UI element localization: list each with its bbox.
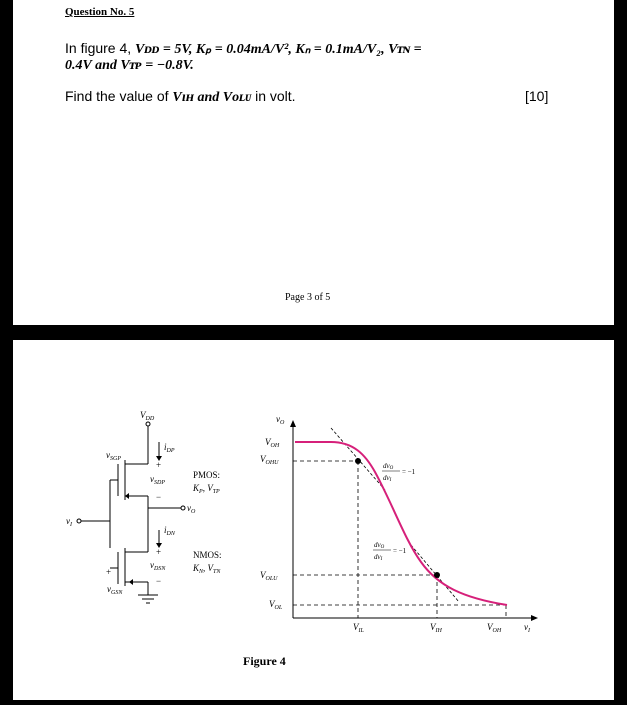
vohu-label: $V_{OHU}$ xyxy=(260,454,279,466)
slope-bottom-value: = −1 xyxy=(393,547,407,555)
vi-label: $v_I$ xyxy=(66,516,72,528)
idn-label: $i_{DN}$ xyxy=(164,525,175,537)
y-axis-label: $v_O$ xyxy=(276,414,285,426)
vgsn-plus-sign: + xyxy=(106,567,112,577)
slope-top-num: dvO xyxy=(383,462,394,471)
marks-label: [10] xyxy=(525,88,549,104)
prompt-variables: Vɪʜ and Vᴏʟᴜ xyxy=(172,90,252,105)
idp-label: $i_{DP}$ xyxy=(164,442,175,454)
x-axis-arrow xyxy=(531,615,538,621)
vih-tick-label: $V_{IH}$ xyxy=(430,622,442,634)
slope-annotation-bottom xyxy=(373,541,407,562)
slope-bottom-num: dvO xyxy=(374,541,385,550)
x-axis-label: $v_I$ xyxy=(524,622,530,634)
guide-lines xyxy=(293,461,506,618)
vil-point xyxy=(355,458,361,464)
figure-caption: Figure 4 xyxy=(243,654,286,668)
vtc-curve xyxy=(295,442,507,605)
vdsn-plus-sign: + xyxy=(156,547,162,557)
pmos-params: $K_P$, $V_{TP}$ xyxy=(193,483,220,495)
vi-terminal xyxy=(77,519,81,523)
problem-statement-line-1 xyxy=(65,40,422,58)
vsdp-plus-sign: + xyxy=(156,460,162,470)
slope-top-value: = −1 xyxy=(402,468,416,476)
page-number: Page 3 of 5 xyxy=(285,292,331,303)
slope-top-den: dvI xyxy=(383,474,392,483)
problem-statement-line-2: 0.4V and Vᴛᴘ = −0.8V. xyxy=(65,58,194,73)
vil-tick-label: $V_{IL}$ xyxy=(353,622,364,634)
document-page-4 xyxy=(13,340,614,700)
figure-4 xyxy=(13,340,614,700)
problem-intro: In figure 4, xyxy=(65,40,136,56)
slope-bottom-den: dvI xyxy=(374,553,383,562)
vdsn-label: $v_{DSN}$ xyxy=(150,560,166,572)
vgsn-label: $v_{GSN}$ xyxy=(107,584,123,596)
voh-label: $V_{OH}$ xyxy=(265,437,280,449)
prompt-suffix: in volt. xyxy=(251,88,296,104)
vdsn-minus-sign: − xyxy=(156,576,162,586)
y-axis-arrow xyxy=(290,420,296,427)
vo-terminal xyxy=(181,506,185,510)
nmos-params: $K_N$, $V_{TN}$ xyxy=(193,563,221,575)
nmos-label: NMOS: xyxy=(193,550,222,560)
prompt-prefix: Find the value of xyxy=(65,88,173,104)
voh-tick-label: $V_{OH}$ xyxy=(487,622,502,634)
document-page-3 xyxy=(13,0,614,325)
slope-annotation-top xyxy=(382,462,416,483)
problem-parameters: Vᴅᴅ = 5V, Kₚ = 0.04mA/V², Kₙ = 0.1mA/V₂, Vᴛɴ = xyxy=(135,42,422,57)
volu-label: $V_{OLU}$ xyxy=(260,570,278,582)
question-prompt xyxy=(65,88,296,106)
vol-label: $V_{OL}$ xyxy=(269,599,283,611)
vih-point xyxy=(434,572,440,578)
vdd-label: $V_{DD}$ xyxy=(140,410,155,422)
vsgp-label: $v_{SGP}$ xyxy=(106,450,121,462)
vo-label: $v_O$ xyxy=(187,503,196,515)
vdd-terminal xyxy=(146,422,150,426)
question-number: Question No. 5 xyxy=(65,6,135,18)
vsdp-minus-sign: − xyxy=(156,492,162,502)
pmos-label: PMOS: xyxy=(193,470,221,480)
vtc-graph xyxy=(260,414,538,634)
vsdp-label: $v_{SDP}$ xyxy=(150,474,165,486)
